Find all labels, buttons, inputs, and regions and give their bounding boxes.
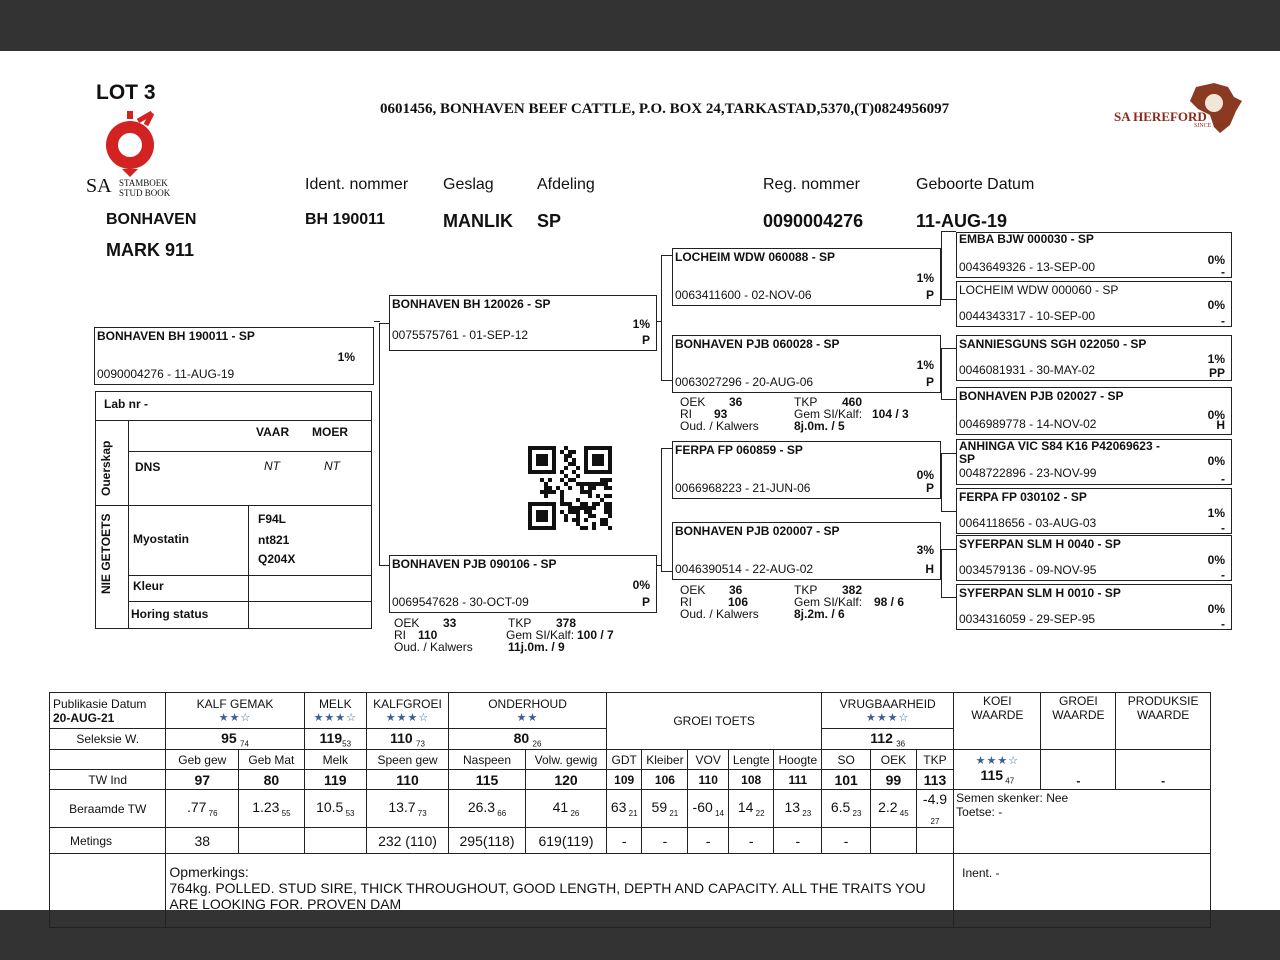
pedigree-name: BONHAVEN PJB 020007 - SP <box>675 524 840 538</box>
btw-value <box>525 790 606 828</box>
pub-label: Publikasie Datum <box>53 696 147 711</box>
metings-value: - <box>728 828 773 854</box>
melk-value <box>304 729 366 750</box>
accuracy: 66 <box>495 809 507 819</box>
star-rating-icon: ★★★☆ <box>385 712 430 724</box>
pedigree-sheet <box>0 51 1280 913</box>
pedigree-gg-7 <box>956 535 1232 581</box>
btw-value <box>239 790 304 828</box>
pedigree-pct: 1% <box>1207 506 1225 520</box>
pedigree-reg: 0046989778 - 14-NOV-02 <box>959 417 1097 431</box>
accuracy: 47 <box>1003 776 1015 786</box>
stat-value: 36 <box>729 583 743 597</box>
pedigree-pct: 0% <box>1207 253 1225 267</box>
value: 14 <box>737 799 754 816</box>
value: 26.3 <box>467 799 496 816</box>
accuracy: 21 <box>626 809 638 819</box>
value: 1.23 <box>252 799 280 816</box>
stat-label: Oud. / Kalwers <box>680 607 759 621</box>
pedigree-sex: P <box>641 595 650 609</box>
tw-value: 109 <box>607 770 642 790</box>
pedigree-reg: 0090004276 - 11-AUG-19 <box>97 367 235 381</box>
btw-value <box>304 790 366 828</box>
ident-value: BH 190011 <box>305 211 386 228</box>
pedigree-pct: 0% <box>1207 454 1225 468</box>
groei-waarde-header: GROEI WAARDE <box>1041 693 1116 750</box>
pedigree-pct: 1% <box>632 317 650 331</box>
pedigree-dam <box>389 555 657 613</box>
accuracy: 55 <box>279 809 291 819</box>
pedigree-pct: 1% <box>1207 352 1225 366</box>
btw-value <box>774 790 822 828</box>
lab-kleur-label: Kleur <box>133 579 164 593</box>
pedigree-pct: 0% <box>1207 408 1225 422</box>
value: 13 <box>784 799 801 816</box>
btw-value <box>366 790 448 828</box>
onderhoud-header <box>449 693 607 729</box>
value: -4.9 <box>922 791 948 808</box>
pedigree-sex: - <box>1221 617 1225 631</box>
pedigree-name: EMBA BJW 000030 - SP <box>959 232 1094 246</box>
tw-label: TW Ind <box>50 770 166 790</box>
stat-value: 460 <box>842 395 863 409</box>
btw-row <box>50 790 1211 828</box>
metings-value <box>304 828 366 854</box>
stat-label: Oud. / Kalwers <box>680 419 759 433</box>
pedigree-pct: 0% <box>632 578 650 592</box>
pedigree-sex: - <box>1221 521 1225 535</box>
accuracy: 53 <box>342 739 352 749</box>
stat-value: 100 / 7 <box>577 628 614 642</box>
onderhoud-value <box>449 729 607 750</box>
column-header: Naspeen <box>449 750 526 770</box>
tw-value: 101 <box>822 770 871 790</box>
sex-label: Geslag <box>443 176 494 193</box>
star-rating-icon: ★★☆ <box>218 712 252 724</box>
stat-label: RI <box>394 628 406 642</box>
pedigree-name: BONHAVEN PJB 090106 - SP <box>392 557 557 571</box>
stat-label: TKP <box>794 583 818 597</box>
pedigree-gg-4 <box>956 387 1232 435</box>
tw-value: 115 <box>449 770 526 790</box>
value: 59 <box>651 799 668 816</box>
star-rating-icon: ★★★☆ <box>975 755 1020 768</box>
accuracy: 53 <box>343 809 355 819</box>
stats-dam <box>394 617 654 657</box>
accuracy: 74 <box>240 739 249 749</box>
stat-value: 378 <box>556 616 577 630</box>
studbook-logo <box>86 111 186 201</box>
stat-value: 33 <box>443 616 457 630</box>
tw-value: 119 <box>304 770 366 790</box>
tw-value: 80 <box>239 770 304 790</box>
stat-label: OEK <box>394 616 420 630</box>
lab-dns-label: DNS <box>135 460 161 474</box>
pedigree-sex: P <box>925 375 934 389</box>
pedigree-name: LOCHEIM WDW 060088 - SP <box>675 250 836 264</box>
tw-value: 120 <box>525 770 606 790</box>
btw-value <box>871 790 917 828</box>
hereford-logo-sub: SINCE 1917 <box>1194 123 1225 129</box>
pedigree-gg-8 <box>956 584 1232 630</box>
column-header: Geb Mat <box>239 750 304 770</box>
metings-value <box>239 828 304 854</box>
semen-donor: Semen skenker: Nee <box>956 791 1069 806</box>
column-header: Speen gew <box>366 750 448 770</box>
column-header: Hoogte <box>774 750 822 770</box>
inent-cell: Inent. - <box>954 854 1211 928</box>
metings-value <box>871 828 917 854</box>
pedigree-reg: 0048722896 - 23-NOV-99 <box>959 466 1097 480</box>
groei-toets-header: GROEI TOETS <box>607 693 822 750</box>
lab-panel <box>95 391 372 629</box>
vrugbaarheid-header <box>822 693 954 729</box>
btw-label: Beraamde TW <box>50 790 166 828</box>
pedigree-reg: 0046081931 - 30-MAY-02 <box>959 363 1096 377</box>
pub-cell <box>50 693 166 729</box>
pedigree-pct: 0% <box>1207 553 1225 567</box>
star-rating-icon: ★★★☆ <box>313 712 358 724</box>
stat-label: RI <box>680 595 692 609</box>
kalf-gemak-value <box>166 729 304 750</box>
btw-value <box>642 790 688 828</box>
stat-value: 11j.0m. / 9 <box>508 640 565 654</box>
value: 10.5 <box>316 799 344 816</box>
pedigree-self <box>94 327 374 385</box>
qr-code-icon <box>528 446 612 530</box>
pedigree-gg-3 <box>956 335 1232 381</box>
tw-value: 110 <box>688 770 729 790</box>
accuracy: 45 <box>897 809 909 819</box>
pedigree-pct: 0% <box>1207 298 1225 312</box>
column-header: GDT <box>607 750 642 770</box>
pedigree-name: BONHAVEN PJB 060028 - SP <box>675 337 840 351</box>
pedigree-name: SYFERPAN SLM H 0010 - SP <box>959 586 1121 600</box>
metings-value: - <box>688 828 729 854</box>
value: 110 <box>390 730 413 746</box>
pedigree-reg: 0064118656 - 03-AUG-03 <box>959 516 1097 530</box>
value: 2.2 <box>878 799 898 816</box>
kalf-gemak-header <box>166 693 304 729</box>
pedigree-reg: 0044343317 - 10-SEP-00 <box>959 309 1096 323</box>
pedigree-reg: 0069547628 - 30-OCT-09 <box>392 595 529 609</box>
tw-value: 108 <box>728 770 773 790</box>
onderhoud-label: ONDERHOUD <box>488 697 567 711</box>
value: 41 <box>552 799 569 816</box>
btw-value <box>688 790 729 828</box>
lab-horing-label: Horing status <box>131 607 209 621</box>
metings-value: 38 <box>166 828 239 854</box>
tw-value: 111 <box>774 770 822 790</box>
lab-dns-moer: NT <box>324 459 340 473</box>
column-header: OEK <box>871 750 917 770</box>
tw-value: 99 <box>871 770 917 790</box>
opmerkings-text: 764kg. POLLED. STUD SIRE, THICK THROUGHOUT, GOOD LENGTH, DEPTH AND CAPACITY. ALL THE TRAITS YOU ARE LOOKING FOR. PROVEN DAM <box>169 880 926 913</box>
pedigree-name: FERPA FP 060859 - SP <box>675 443 803 457</box>
pedigree-gg-5 <box>956 439 1232 485</box>
accuracy: 26 <box>532 739 542 749</box>
pedigree-sex: - <box>1221 472 1225 486</box>
pedigree-name: BONHAVEN BH 120026 - SP <box>392 297 551 311</box>
pedigree-dam-dam <box>672 522 941 580</box>
btw-value <box>728 790 773 828</box>
column-header: Melk <box>304 750 366 770</box>
lot-number: LOT 3 <box>96 81 156 104</box>
pedigree-gg-1 <box>956 232 1232 278</box>
stat-label: Gem SI/Kalf: <box>794 407 863 421</box>
stat-label: Oud. / Kalwers <box>394 640 473 654</box>
metings-value: - <box>642 828 688 854</box>
pedigree-pct: 1% <box>337 350 355 364</box>
melk-label: MELK <box>318 697 352 711</box>
metings-value <box>916 828 953 854</box>
stat-value: 110 <box>418 628 438 642</box>
kalfgroei-header <box>366 693 448 729</box>
pedigree-name: ANHINGA VIC S84 K16 P42069623 - <box>959 439 1160 453</box>
pedigree-sex: PP <box>1208 366 1225 380</box>
dept-label: Afdeling <box>537 176 595 193</box>
tw-value: 106 <box>642 770 688 790</box>
toetse: Toetse: - <box>956 805 1003 820</box>
metings-label: Metings <box>50 828 166 854</box>
lab-side-nie-getoets: NIE GETOETS <box>99 513 113 594</box>
column-header: Volw. gewig <box>525 750 606 770</box>
pedigree-sex: P <box>925 288 934 302</box>
pedigree-pct: 1% <box>916 271 934 285</box>
stat-label: TKP <box>794 395 818 409</box>
animal-name-1: BONHAVEN <box>106 211 197 228</box>
accuracy: 23 <box>800 809 812 819</box>
accuracy: 14 <box>712 809 724 819</box>
lab-dns-vaar: NT <box>264 459 280 473</box>
value: -60 <box>692 799 713 816</box>
metings-value: - <box>822 828 871 854</box>
lab-side-ouerskap: Ouerskap <box>99 440 113 496</box>
kalf-gemak-label: KALF GEMAK <box>196 697 274 711</box>
metings-value: 619(119) <box>525 828 606 854</box>
column-header: VOV <box>688 750 729 770</box>
semen-cell <box>954 790 1211 854</box>
stat-value: 93 <box>714 407 728 421</box>
value: 112 <box>870 730 893 746</box>
stat-value: 106 <box>728 595 749 609</box>
pedigree-name: BONHAVEN BH 190011 - SP <box>97 329 255 343</box>
pedigree-sire-dam <box>672 335 941 393</box>
stat-value: 104 / 3 <box>872 407 909 421</box>
accuracy: 26 <box>568 809 580 819</box>
dob-label: Geboorte Datum <box>916 176 1035 193</box>
accuracy: 21 <box>667 809 679 819</box>
tw-value: 113 <box>916 770 953 790</box>
stat-label: OEK <box>680 395 706 409</box>
lab-vaar-header: VAAR <box>256 425 290 439</box>
stat-label: Gem SI/Kalf: <box>506 628 575 642</box>
pedigree-reg: 0043649326 - 13-SEP-00 <box>959 260 1096 274</box>
column-header: Lengte <box>728 750 773 770</box>
btw-value <box>166 790 239 828</box>
studbook-logo-text: SA <box>86 175 112 197</box>
pedigree-sex: P <box>925 481 934 495</box>
lab-number: Lab nr - <box>104 397 148 411</box>
lab-myostatin-f94l: F94L <box>258 512 287 526</box>
accuracy: 22 <box>753 809 765 819</box>
pedigree-gg-2 <box>956 281 1232 327</box>
lab-moer-header: MOER <box>312 425 348 439</box>
pedigree-reg: 0034316059 - 29-SEP-95 <box>959 612 1096 626</box>
reg-value: 0090004276 <box>763 211 864 231</box>
value: 115 <box>980 767 1004 784</box>
seleksie-label: Seleksie W. <box>50 729 166 750</box>
pedigree-name: LOCHEIM WDW 000060 - SP <box>959 283 1119 297</box>
pedigree-reg: 0046390514 - 22-AUG-02 <box>675 562 814 576</box>
column-header: Kleiber <box>642 750 688 770</box>
stat-value: 8j.0m. / 5 <box>794 419 845 433</box>
accuracy: 36 <box>896 739 906 749</box>
vrugbaarheid-value <box>822 729 954 750</box>
pedigree-sex: - <box>1221 265 1225 279</box>
animal-name-2: MARK 911 <box>106 240 195 260</box>
dob-value: 11-AUG-19 <box>916 211 1008 231</box>
breeder-line: 0601456, BONHAVEN BEEF CATTLE, P.O. BOX 24,TARKASTAD,5370,(T)0824956097 <box>380 101 950 117</box>
pedigree-reg: 0075575761 - 01-SEP-12 <box>392 328 529 342</box>
pedigree-sex: - <box>1221 314 1225 328</box>
dept-value: SP <box>537 211 562 231</box>
value: 13.7 <box>388 799 416 816</box>
hereford-logo <box>1112 81 1247 136</box>
performance-table <box>49 692 1211 928</box>
reg-label: Reg. nommer <box>763 176 860 193</box>
pedigree-reg: 0063027296 - 20-AUG-06 <box>675 375 814 389</box>
accuracy: 27 <box>930 817 940 827</box>
metings-value: - <box>607 828 642 854</box>
stat-value: 98 / 6 <box>874 595 905 609</box>
kalfgroei-value <box>366 729 448 750</box>
column-header-row <box>50 750 1211 770</box>
pub-date: 20-AUG-21 <box>53 710 115 725</box>
btw-value <box>822 790 871 828</box>
pedigree-sire-sire <box>672 248 941 306</box>
pedigree-gg-6 <box>956 488 1232 534</box>
accuracy: 73 <box>416 739 425 749</box>
produksie-waarde-value: - <box>1116 750 1211 790</box>
metings-value: 295(118) <box>449 828 526 854</box>
studbook-logo-sub1: STAMBOEK <box>119 178 168 188</box>
stat-value: 36 <box>729 395 743 409</box>
stat-label: OEK <box>680 583 706 597</box>
pedigree-pct: 0% <box>916 468 934 482</box>
pedigree-reg: 0066968223 - 21-JUN-06 <box>675 481 811 495</box>
pedigree-reg: 0034579136 - 09-NOV-95 <box>959 563 1097 577</box>
pedigree-sex: P <box>641 333 650 347</box>
pedigree-dam-sire <box>672 441 941 499</box>
opmerkings-cell <box>166 854 954 928</box>
accuracy: 23 <box>850 809 862 819</box>
lab-myostatin-nt821: nt821 <box>258 533 290 547</box>
star-rating-icon: ★★ <box>516 712 539 724</box>
produksie-waarde-header: PRODUKSIE WAARDE <box>1116 693 1211 750</box>
btw-value <box>916 790 953 828</box>
pedigree-reg: 0063411600 - 02-NOV-06 <box>675 288 812 302</box>
pedigree-sire <box>389 295 657 351</box>
lab-myostatin-q204x: Q204X <box>258 552 296 566</box>
pedigree-name-cont: SP <box>959 452 976 466</box>
lab-myostatin-label: Myostatin <box>133 532 190 546</box>
pedigree-name: SANNIESGUNS SGH 022050 - SP <box>959 337 1147 351</box>
column-header: Geb gew <box>166 750 239 770</box>
studbook-logo-sub2: STUD BOOK <box>119 188 171 198</box>
column-header: SO <box>822 750 871 770</box>
pedigree-name: FERPA FP 030102 - SP <box>959 490 1087 504</box>
vrugbaarheid-label: VRUGBAARHEID <box>839 697 936 711</box>
hereford-logo-text: SA HEREFORD <box>1114 109 1207 124</box>
kalfgroei-label: KALFGROEI <box>373 697 442 711</box>
pedigree-name: BONHAVEN PJB 020027 - SP <box>959 389 1124 403</box>
column-header: TKP <box>916 750 953 770</box>
groei-waarde-value: - <box>1041 750 1116 790</box>
opmerkings-label: Opmerkings: <box>169 864 249 881</box>
btw-value <box>607 790 642 828</box>
value: 95 <box>221 730 237 746</box>
star-rating-icon: ★★★☆ <box>865 712 910 724</box>
sex-value: MANLIK <box>443 211 513 231</box>
koei-waarde-value <box>954 750 1041 790</box>
ident-label: Ident. nommer <box>305 176 409 193</box>
pedigree-sex: H <box>925 562 934 576</box>
btw-value <box>449 790 526 828</box>
value: 80 <box>513 730 530 746</box>
pedigree-pct: 1% <box>916 358 934 372</box>
stat-label: TKP <box>508 616 532 630</box>
tw-value: 97 <box>166 770 239 790</box>
pedigree-name: SYFERPAN SLM H 0040 - SP <box>959 537 1121 551</box>
value: 6.5 <box>830 799 851 816</box>
accuracy: 73 <box>415 809 427 819</box>
value: .77 <box>186 799 207 816</box>
stat-label: RI <box>680 407 692 421</box>
pedigree-sex: - <box>1221 568 1225 582</box>
value: 63 <box>610 799 627 816</box>
pedigree-pct: 3% <box>916 543 934 557</box>
pedigree-sex: H <box>1216 418 1225 432</box>
metings-value: - <box>774 828 822 854</box>
melk-header <box>304 693 366 729</box>
koei-waarde-header: KOEI WAARDE <box>954 693 1041 750</box>
stat-value: 8j.2m. / 6 <box>794 607 845 621</box>
accuracy: 76 <box>206 809 218 819</box>
tw-value: 110 <box>366 770 448 790</box>
stat-value: 382 <box>842 583 863 597</box>
metings-value: 232 (110) <box>366 828 448 854</box>
stats-dam-dam <box>680 584 940 624</box>
stat-label: Gem SI/Kalf: <box>794 595 863 609</box>
value: 119 <box>319 730 343 746</box>
stats-sire-dam <box>680 396 940 436</box>
pedigree-pct: 0% <box>1207 602 1225 616</box>
